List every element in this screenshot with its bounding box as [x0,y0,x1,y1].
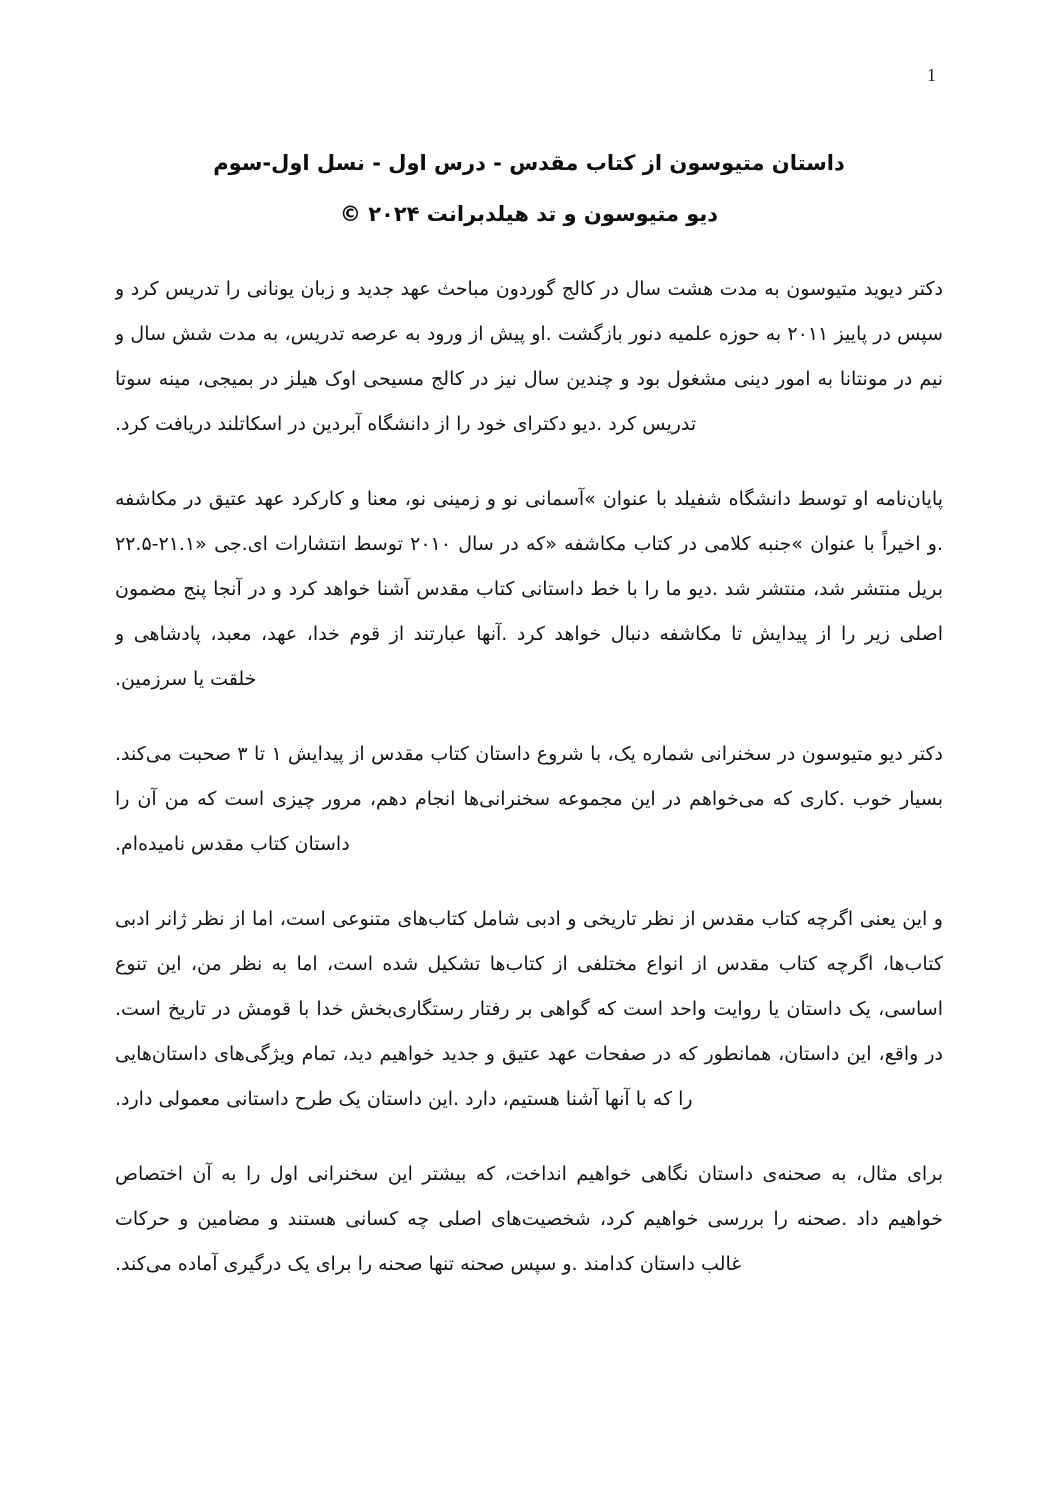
text-line: اصلی زیر را از پیدایش تا مکاشفه دنبال خواهد کرد .آنها عبارتند از قوم خدا، عهد، معبد، پادشاهی و [115,623,943,645]
text-line: نیم در مونتانا به امور دینی مشغول بود و چندین سال نیز در کالج مسیحی اوک هیلز در بمیجی، مینه سوتا [115,368,943,390]
text-line: برای مثال، به صحنه‌ی داستان نگاهی خواهیم انداخت، که بیشتر این سخنرانی اول را به آن اختصاص [115,1163,943,1185]
text-line: بریل منتشر شد، منتشر شد .دیو ما را با خط داستانی کتاب مقدس آشنا خواهد کرد و در آنجا پنج مضمون [115,578,943,600]
text-line: را که با آنها آشنا هستیم، دارد .این داستان یک طرح داستانی معمولی دارد. [115,1088,693,1110]
body-block [115,267,943,1287]
text-line: داستان کتاب مقدس نامیده‌ام. [115,833,350,855]
text-line: .و اخیراً با عنوان »جنبه کلامی در کتاب مکاشفه «که در سال ۲۰۱۰ توسط انتشارات ای.جی «۲۱.۱-۲۲.۵ [115,533,943,555]
text-line: در واقع، این داستان، همانطور که در صفحات عهد عتیق و جدید خواهیم دید، تمام ویژگی‌های داستان‌هایی [115,1043,943,1065]
title-block [115,138,943,240]
text-line: اساسی، یک داستان یا روایت واحد است که گواهی بر رفتار رستگاری‌بخش خدا با قومش در تاریخ است. [115,998,943,1020]
text-line: پایان‌نامه او توسط دانشگاه شفیلد با عنوان »آسمانی نو و زمینی نو، معنا و کارکرد عهد عتیق در مکاشفه [115,488,943,510]
text-line: سپس در پاییز ۲۰۱۱ به حوزه علمیه دنور بازگشت .او پیش از ورود به عرصه تدریس، به مدت شش سال و [115,323,943,345]
text-line: خواهیم داد .صحنه را بررسی خواهیم کرد، شخصیت‌های اصلی چه کسانی هستند و مضامین و حرکات [115,1208,943,1230]
paragraph [115,732,943,867]
paragraph [115,267,943,447]
page-number: 1 [927,65,936,85]
document-content [115,138,943,1317]
text-line: بسیار خوب .کاری که می‌خواهم در این مجموعه سخنرانی‌ها انجام دهم، مرور چیزی است که من آن را [115,788,943,810]
text-line: غالب داستان کدامند .و سپس صحنه تنها صحنه را برای یک درگیری آماده می‌کند. [115,1253,742,1275]
paragraph [115,477,943,702]
document-subtitle-copyright: دیو متیوسون و تد هیلدبرانت ۲۰۲۴ © [339,202,719,226]
paragraph [115,897,943,1122]
text-line: تدریس کرد .دیو دکترای خود را از دانشگاه آبردین در اسکاتلند دریافت کرد. [115,413,697,435]
document-title: داستان متیوسون از کتاب مقدس - درس اول - نسل اول-سوم [213,151,845,175]
text-line: دکتر دیو متیوسون در سخنرانی شماره یک، با شروع داستان کتاب مقدس از پیدایش ۱ تا ۳ صحبت می‌کند. [115,743,943,765]
text-line: و این یعنی اگرچه کتاب مقدس از نظر تاریخی و ادبی شامل کتاب‌های متنوعی است، اما از نظر ژانر ادبی [115,908,943,930]
text-line: دکتر دیوید متیوسون به مدت هشت سال در کالج گوردون مباحث عهد جدید و زبان یونانی را تدریس کرد و [115,278,943,300]
text-line: کتاب‌ها، اگرچه کتاب مقدس از انواع مختلفی از کتاب‌ها تشکیل شده است، اما به نظر من، این تنوع [115,953,943,975]
text-line: خلقت یا سرزمین. [115,668,257,690]
paragraph [115,1152,943,1287]
